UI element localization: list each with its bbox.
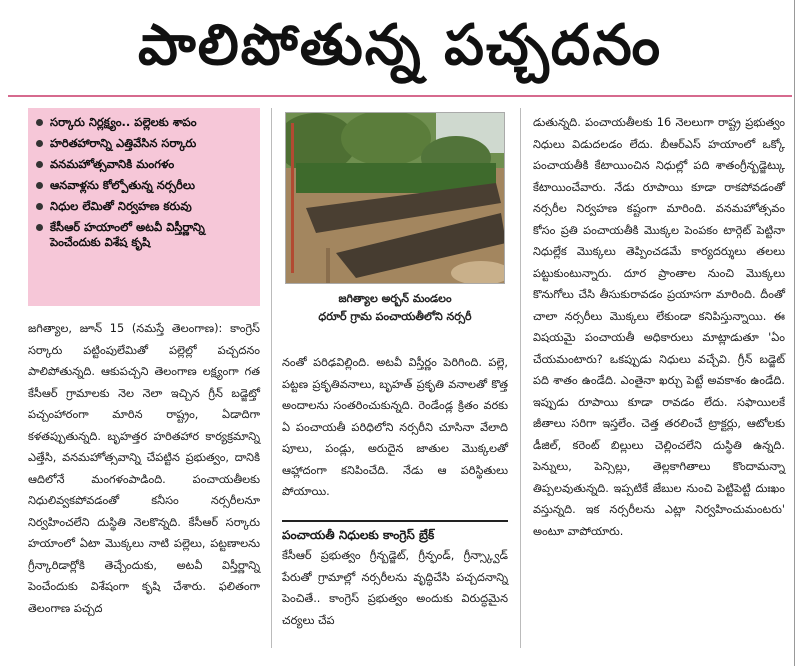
article-column-3 <box>533 112 785 542</box>
subheading-rule <box>282 520 508 522</box>
subheading: పంచాయతీ నిధులకు కాంగ్రెస్ బ్రేక్ <box>282 528 435 542</box>
highlight-item: నిధుల లేమితో నిర్వహణ కరువు <box>36 199 254 214</box>
bullet-icon <box>36 119 43 126</box>
bullet-icon <box>36 182 43 189</box>
nursery-photo-illustration <box>286 113 505 284</box>
subheading-block <box>282 520 508 545</box>
bullet-icon <box>36 140 43 147</box>
highlights-box <box>28 108 260 306</box>
article-text: కేసీఆర్ ప్రభుత్వం గ్రీన్బడ్జెట్, గ్రీన్ఫండ్, గ్రీన్స్క్వాడ్ పేరుతో గ్రామాల్లో నర్సరీలను వృద్ధిచేసి పచ్చదనాన్ని పెంచితే.. కాంగ్రెస్ ప్రభుత్వం అందుకు విరుద్ధమైన చర్యలు చేప <box>282 549 508 627</box>
bullet-icon <box>36 203 43 210</box>
highlight-item: ఆనవాళ్లను కోల్పోతున్న నర్సరీలు <box>36 178 254 193</box>
column-divider <box>271 108 272 648</box>
dateline: జగిత్యాల, జూన్ 15 (నమస్తే తెలంగాణ): <box>28 322 223 335</box>
headline-rule <box>8 95 792 97</box>
headline: పాలిపోతున్న పచ్చదనం <box>137 13 663 78</box>
bullet-icon <box>36 161 43 168</box>
nursery-photo <box>285 112 505 284</box>
article-text: నంతో పరిఢవిల్లింది. అటవీ విస్తీర్ణం పెరిగింది. పల్లె, పట్టణ ప్రకృతివనాలు, బృహత్ ప్రకృతి వనాలతో కొత్త అందాలను సంతరించుకున్నది. రెండేండ్ల క్రితం వరకు ఏ పంచాయతీ పరిధిలోని నర్సరీని చూసినా వేలాది పూలు, పండ్లు, అరుదైన జాతుల మొక్కలతో ఆహ్లాదంగా కనిపించేది. నేడు ఆ పరిస్థితులు పోయాయి. <box>282 356 508 498</box>
article-column-1 <box>28 318 260 619</box>
photo-caption-line: జగిత్యాల అర్బన్ మండలం <box>338 292 452 305</box>
article-column-2b <box>282 545 508 631</box>
page-edge <box>794 0 795 666</box>
column-divider <box>520 108 521 648</box>
photo-caption <box>285 290 505 326</box>
highlight-item: వనమహోత్సవానికి మంగళం <box>36 157 254 172</box>
highlight-item: కేసీఆర్ హయాంలో అటవీ విస్తీర్ణాన్ని పెంచేందుకు విశేష కృషి <box>36 220 254 250</box>
article-text: డుతున్నది. పంచాయతీలకు 16 నెలలుగా రాష్ట్ర ప్రభుత్వం నిధులు విడుదలడం లేదు. బీఆర్ఎస్ హయాంలో ఒక్కో పంచాయతీకి కేటాయించిన నిధుల్లో పది శాతంగ్రీన్బడ్జెట్కు కేటాయించేవారు. నేడు రూపాయి కూడా రాకపోవడంతో నర్సరీల నిర్వహణ కష్టంగా మారింది. వనమహోత్సవం కోసం ప్రతి పంచాయతీకి మొక్కల పెంపకం టార్గెట్ పెట్టినా నిధుల్లేక మొక్కలు తెప్పించడమే కార్యదర్శులు తలలు పట్టుకుంటున్నారు. దూర ప్రాంతాల నుంచి మొక్కలు కొనుగోలు చేసి తీసుకురావడం ప్రయాసగా మారింది. దీంతో చాలా నర్సరీలు మొక్కలు లేకుండా కనిపిస్తున్నాయి. ఈ విషయమై పంచాయతీ అధికారులు మాట్లాడుతూ 'ఏం చేయమంటారు? ఒకప్పుడు నిధులు వచ్చేవి. గ్రీన్ బడ్జెట్ పది శాతం ఉండేది. ఎంతైనా ఖర్చు పెట్టే అవకాశం ఉండేది. ఇప్పుడు రూపాయి కూడా రావడం లేదు. సఫాయిలకే జీతాలు సరిగా ఇస్తలేం. చెత్త తరలించే ట్రాక్టర్లు, ఆటోలకు డీజిల్, కరెంట్ బిల్లులు చెల్లించలేని దుస్థితి ఉన్నది. పెన్నులు, పెన్సిల్లు, తెల్లకాగితాలు కొందామన్నా తిప్పలవుతున్నది. ఇప్పటికే జేబుల నుంచి పెట్టిపెట్టి దుఃఖం వస్తున్నది. ఇక నర్సరీలను ఎట్లా నిర్వహించుమంటరు' అంటూ వాపోయారు. <box>533 116 785 538</box>
photo-caption-line: ధరూర్ గ్రామ పంచాయతీలోని నర్సరీ <box>318 310 472 323</box>
highlight-item: హరితహారాన్ని ఎత్తివేసిన సర్కారు <box>36 136 254 151</box>
article-text: కాంగ్రెస్ సర్కారు పట్టింపులేమితో పల్లెల్లో పచ్చదనం పాలిపోతున్నది. ఆకుపచ్చని తెలంగాణ లక్ష్యంగా గత కేసీఆర్ గ్రామాలకు నెల నెలా ఇచ్చిన గ్రీన్ బడ్జెట్తో పచ్చంహారంగా మారిన రాష్ట్రం, ఏడాదిగా కళతప్పుతున్నది. బృహత్తర హరితహార కార్యక్రమాన్ని ఎత్తేసి, వనమహోత్సవాన్ని చేపట్టిన ప్రభుత్వం, దానికి ఆదిలోనే మంగళంపాడింది. పంచాయతీలకు నిధులివ్వకపోవడంతో కనీసం నర్సరీలనూ నిర్వహించలేని దుస్థితి నెలకొన్నది. కేసీఆర్ సర్కారు హయాంలో ఏటా మొక్కలు నాటి పల్లెలు, పట్టణాలను గ్రీన్కారిడార్లోకి తెచ్చేందుకు, అటవీ విస్తీర్ణాన్ని పెంచేందుకు విశేషంగా కృషి చేశారు. ఫలితంగా తెలంగాణ పచ్చద <box>28 322 260 615</box>
bullet-icon <box>36 224 43 231</box>
article-column-2 <box>282 352 508 503</box>
highlight-item: సర్కారు నిర్లక్ష్యం.. పల్లెలకు శాపం <box>36 115 254 130</box>
